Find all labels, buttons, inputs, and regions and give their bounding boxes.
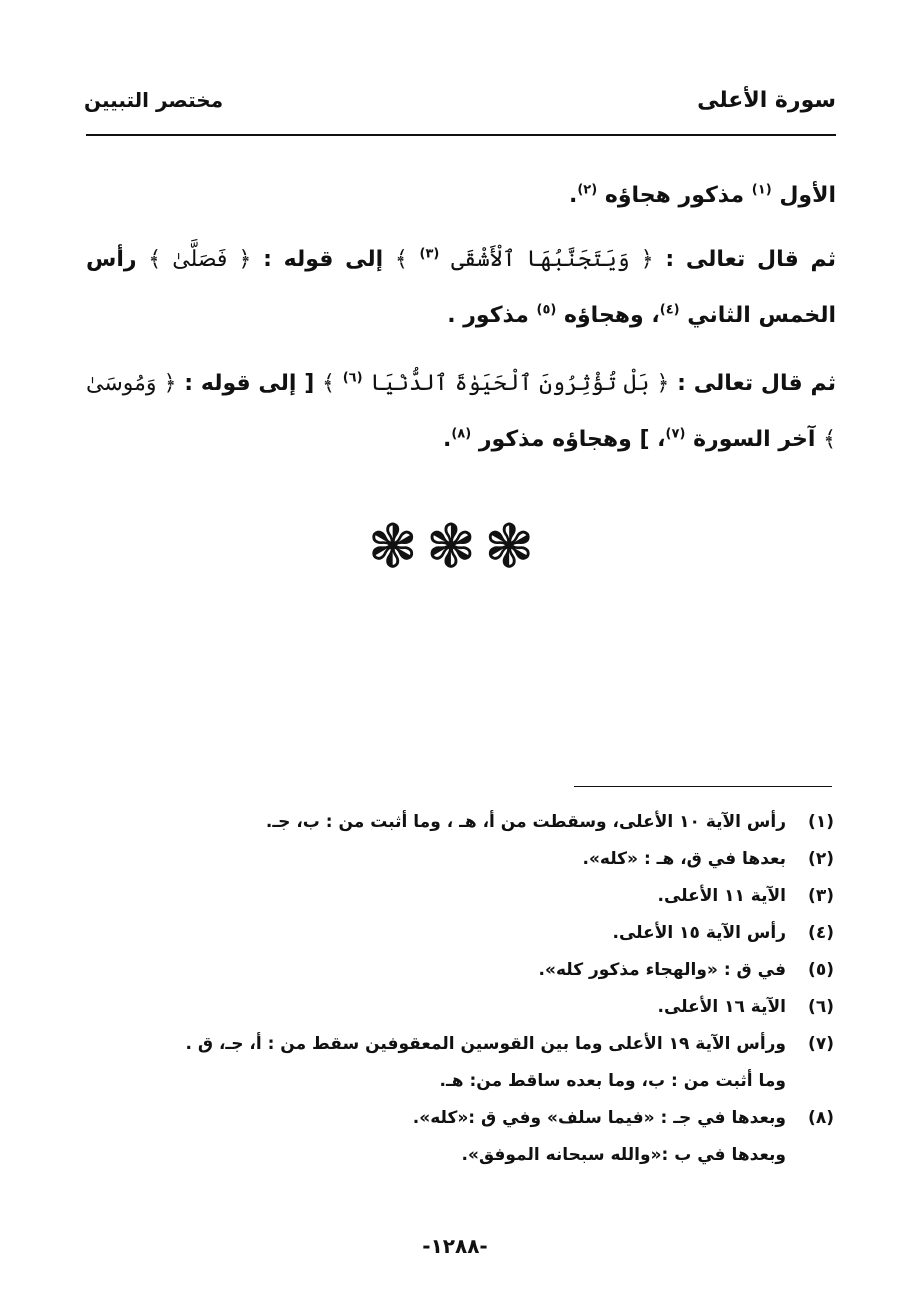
footnote-text: الآية ١٦ الأعلى. [657, 997, 786, 1017]
p3-verse-1: ﴿ بَلْ تُؤْثِرُونَ ٱلْحَيَوٰةَ ٱلدُّنْيَا [370, 371, 670, 396]
footnote-text: وبعدها في جـ : «فيما سلف» وفي ق :«كله». [412, 1108, 786, 1128]
footnote-number: (٧) [808, 1034, 834, 1054]
footnote-number: (٦) [808, 997, 834, 1017]
footnote-item [150, 989, 834, 1026]
footnote-rule [574, 786, 832, 787]
footnote-number: (١) [808, 812, 834, 832]
p3-verse-2: ﴿ وَمُوسَىٰ ﴾ [86, 371, 836, 452]
footnote-item [150, 952, 834, 989]
footnote-number: (٢) [808, 849, 834, 869]
p3-text-a: ثم قال تعالى : [677, 371, 836, 396]
p2-text-d: ، وهجاؤه [564, 303, 660, 328]
p1-text-b: مذكور هجاؤه [604, 183, 745, 208]
footnote-ref-5: (٥) [536, 302, 557, 318]
page-header [84, 88, 836, 128]
footnote-text: ورأس الآية ١٩ الأعلى وما بين القوسين المعقوفين سقط من : أ، جـ، ق . [185, 1034, 786, 1054]
p1-text-a: الأول [779, 183, 836, 208]
p3-text-d: ، ] وهجاؤه مذكور [478, 427, 666, 452]
p2-verse-1-close: ﴾ [394, 247, 408, 272]
page-number: -١٢٨٨- [422, 1234, 488, 1258]
footnote-ref-8: (٨) [451, 426, 472, 442]
footnotes-list [150, 804, 834, 1174]
surah-title: سورة الأعلى [697, 88, 836, 113]
p3-text-b: [ إلى قوله : [184, 371, 315, 396]
footnote-item [150, 804, 834, 841]
footnote-text: رأس الآية ١٠ الأعلى، وسقطت من أ، هـ ، وما أثبت من : ب، جـ. [265, 812, 786, 832]
p2-text-a: ثم قال تعالى : [665, 247, 836, 272]
footnote-item [150, 878, 834, 915]
paragraph-3 [86, 356, 836, 468]
footnote-continuation: وما أثبت من : ب، وما بعده ساقط من: هـ. [439, 1071, 786, 1091]
footnote-number: (٣) [808, 886, 834, 906]
p3-verse-1-close: ﴾ [322, 371, 335, 396]
footnote-number: (٤) [808, 923, 834, 943]
footnote-ref-7: (٧) [665, 426, 686, 442]
footnote-item [150, 1100, 834, 1137]
footnote-ref-2: (٢) [577, 182, 598, 198]
header-rule [86, 134, 836, 136]
footnote-text: الآية ١١ الأعلى. [657, 886, 786, 906]
footnote-text: رأس الآية ١٥ الأعلى. [612, 923, 786, 943]
footnote-ref-3: (٣) [419, 246, 440, 262]
paragraph-1 [86, 168, 836, 224]
footnote-ref-1: (١) [751, 182, 772, 198]
footnote-item [150, 1026, 834, 1063]
p3-text-e: . [442, 427, 452, 452]
footnote-number: (٥) [808, 960, 834, 980]
footnote-number: (٨) [808, 1108, 834, 1128]
footnote-text: في ق : «والهجاء مذكور كله». [538, 960, 786, 980]
footnote-item [150, 841, 834, 878]
p2-text-c: رأس الخمس الثاني [86, 247, 836, 328]
paragraph-2 [86, 232, 836, 344]
p2-verse-1: ﴿ وَيَتَجَنَّبُهَا ٱلْأَشْقَى [451, 247, 654, 272]
footnote-text: بعدها في ق، هـ : «كله». [582, 849, 786, 869]
p2-text-e: مذكور . [447, 303, 529, 328]
footnote-ref-6: (٦) [342, 370, 363, 386]
footnote-continuation: وبعدها في ب :«والله سبحانه الموفق». [461, 1145, 786, 1165]
p2-verse-2: ﴿ فَصَلَّىٰ ﴾ [148, 247, 252, 272]
p1-text-c: . [568, 183, 578, 208]
p3-text-c: آخر السورة [693, 427, 816, 452]
footnote-item [150, 915, 834, 952]
section-separator-stars: ❃❃❃ [367, 512, 543, 582]
book-title: مختصر التبيين [84, 88, 224, 112]
footnote-ref-4: (٤) [659, 302, 680, 318]
p2-text-b: إلى قوله : [263, 247, 384, 272]
main-text [86, 168, 836, 480]
